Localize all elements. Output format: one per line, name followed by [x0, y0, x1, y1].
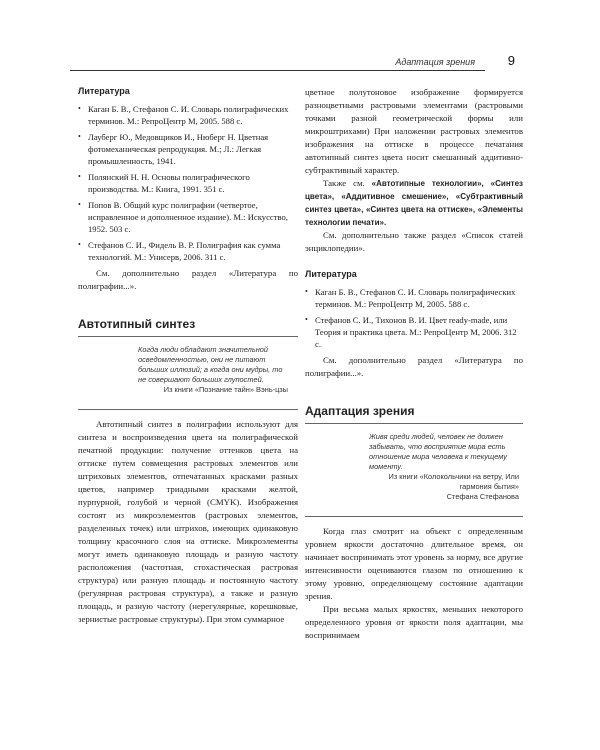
see-also-links: «Автотипные технологии», «Синтез цвета», «Аддитивное смешение», «Субтрактивный синтез цвета», «Синтез цвета на оттиске», «Элементы технологии печати».	[305, 179, 523, 227]
epigraph-text: Когда люди обладают значительной осведомленностью, они не питают больших иллюзий; а когда они мудры, то не совершают больших глупостей.	[138, 345, 283, 384]
literature-heading: Литература	[78, 86, 130, 96]
see-also-text: См. дополнительно раздел «Литература по полиграфии...».	[305, 355, 523, 378]
literature-heading: Литература	[305, 269, 357, 279]
right-column	[305, 86, 523, 642]
left-column	[78, 86, 298, 626]
running-header	[70, 53, 515, 73]
page-number: 9	[507, 53, 515, 68]
see-also-intro: Также см.	[323, 178, 365, 188]
body-paragraph: Автотипный синтез в полиграфии используют для синтеза и воспроизведения цвета на полиграфической печатной продукции: получение оттенков цвета на оттиске путем совмещения растровых элементов или штриховых элементов, отпечатанных красками разных цветов, например триадными красками желтой, пурпурной, голубой и черной (CMYK). Изображения состоят из микроэлементов (растровых элементов, разделенных точек) или штрихов, имеющих одинаковую толщину красочного слоя на оттиске. Микроэлементы могут иметь одинаковую площадь и разную частоту расположения (частотная, стохастическая растровая структура) или разную площадь и постоянную частоту (регулярная растровая структура), а также и разную площадь, и разную частоту (нерегулярные, корешковые, зернистые растровые структуры). При этом суммарное	[78, 419, 298, 624]
section-rule	[305, 423, 523, 424]
epigraph-block	[138, 345, 288, 395]
reference-item: • Стефанов С. И., Тихонов В. И. Цвет ready-made, или Теория и практика цвета. М.: РепроЦентр М, 2006. 312 с.	[305, 314, 523, 350]
reference-item: • Каган Б. В., Стефанов С. И. Словарь полиграфических терминов. М.: РепроЦентр М, 2005. 588 с.	[305, 286, 523, 310]
reference-item: • Каган Б. В., Стефанов С. И. Словарь полиграфических терминов. М.: РепроЦентр М, 2005. 588 с.	[78, 103, 298, 127]
epigraph-author: Стефана Стефанова	[446, 492, 519, 501]
epigraph-block	[369, 432, 519, 502]
body-paragraph-continued: цветное полутоновое изображение формируется разноцветными растровыми элементами (растровыми точками разной геометрической формы или микроштрихами) При наложении растровых элементов изображения на оттиске в процессе печатания автотипный синтез цвета носит смешанный аддитивно-субтрактивный характер.	[305, 87, 523, 175]
epigraph-source: Из книги «Колокольчики на ветру, Или гармония бытия»	[388, 472, 519, 491]
body-paragraph: Когда глаз смотрит на объект с определенным уровнем яркости достаточно длительное время, он начинает воспринимать этот уровень за норму, все другие интенсивности оцениваются глазом по отношению к этому уровню, определяющему состояние адаптации зрения.	[305, 526, 523, 601]
reference-item: • Попов В. Общий курс полиграфии (четвертое, исправленное и дополненное издание). М.: Искусство, 1952. 503 с.	[78, 199, 298, 235]
section-rule	[78, 336, 298, 337]
reference-item: • Полянский Н. Н. Основы полиграфического производства. М.: Книга, 1991. 351 с.	[78, 171, 298, 195]
running-title: Адаптация зрения	[395, 57, 475, 67]
section-title: Автотипный синтез	[78, 317, 196, 331]
see-also-paragraph	[305, 177, 523, 229]
see-also-list: См. дополнительно также раздел «Список статей энциклопедии».	[305, 230, 523, 253]
body-paragraph: При весьма малых яркостях, меньших некоторого определенного уровня от яркости поля адаптации, мы воспринимаем	[305, 604, 523, 640]
section-title: Адаптация зрения	[305, 404, 415, 418]
reference-item: • Лауберг Ю., Медовщиков И., Нюберг Н. Цветная фотомеханическая репродукция. М.; Л.: Легкая промышленность, 1941.	[78, 131, 298, 167]
reference-item: • Стефанов С. И., Фидель В. Р. Полиграфия как сумма технологий. М.: Унисерв, 2006. 311 с.	[78, 239, 298, 263]
epigraph-source: Из книги «Познание тайн» Вэнь-цзы	[163, 385, 288, 394]
see-also-text: См. дополнительно раздел «Литература по полиграфии...».	[78, 268, 298, 291]
header-rule	[70, 70, 485, 71]
epigraph-text: Живя среди людей, человек не должен забывать, что восприятие мира есть отношение мира человека к текущему моменту.	[369, 432, 507, 471]
